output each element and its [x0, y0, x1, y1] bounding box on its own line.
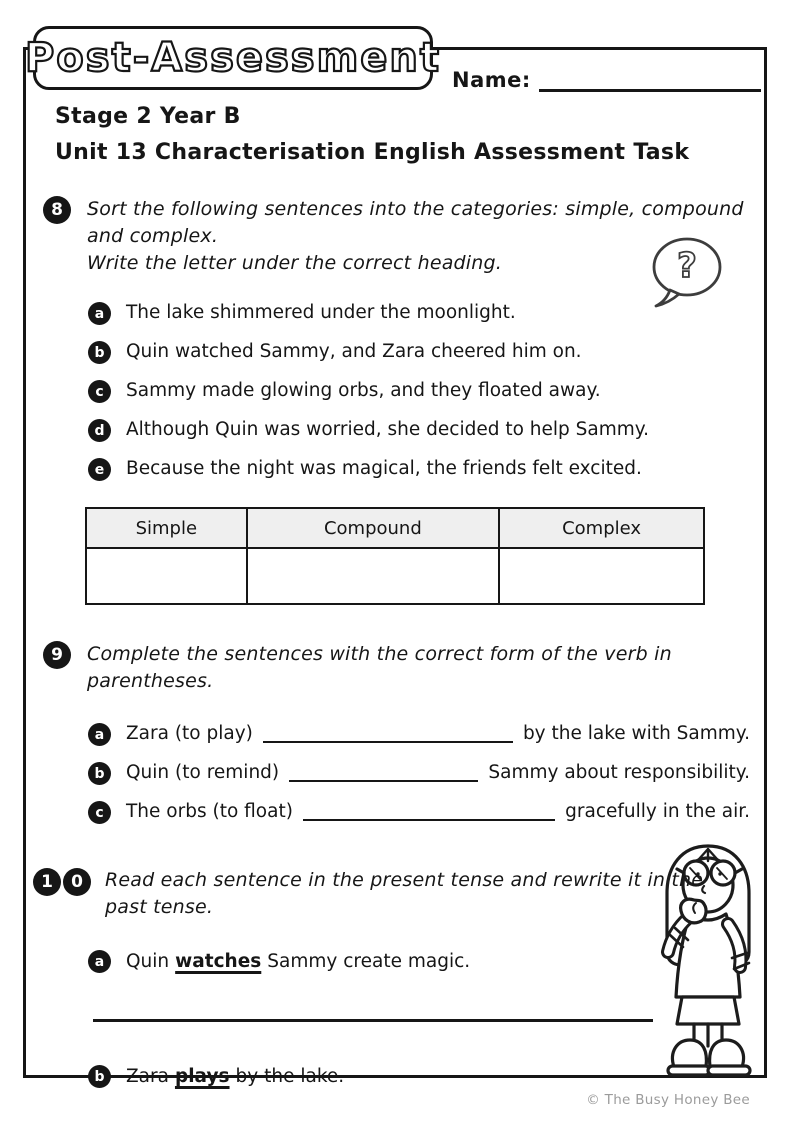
question-9-number-badge: 9 — [43, 641, 71, 669]
page-title: Post-Assessment — [24, 35, 442, 81]
table-answer-cell-simple[interactable] — [86, 548, 247, 604]
name-label: Name: — [452, 68, 531, 92]
name-row — [452, 68, 761, 92]
question-mark-bubble-icon — [646, 236, 726, 314]
list-item — [88, 760, 750, 786]
sentence-text: Although Quin was worried, she decided to help Sammy. — [126, 419, 649, 440]
question-10-header — [33, 867, 750, 921]
answer-blank[interactable] — [289, 764, 478, 782]
table-header-simple: Simple — [86, 508, 247, 548]
rewrite-sentence — [126, 1064, 344, 1090]
list-item — [88, 457, 750, 481]
list-item — [88, 799, 750, 825]
table-answer-cell-complex[interactable] — [499, 548, 704, 604]
list-item — [88, 949, 750, 975]
sentence-start: Zara (to play) — [126, 723, 253, 744]
sentence-end: by the lake. — [235, 1066, 345, 1087]
sentence-end: Sammy about responsibility. — [488, 762, 750, 783]
table-header-complex: Complex — [499, 508, 704, 548]
unit-title: Unit 13 Characterisation English Assessment Task — [55, 140, 690, 165]
list-item — [88, 1064, 750, 1090]
fill-in-sentence — [126, 721, 750, 747]
answer-writing-line[interactable] — [93, 1019, 653, 1022]
sentence-end: by the lake with Sammy. — [522, 723, 750, 744]
sentence-text: Quin watched Sammy, and Zara cheered him on. — [126, 341, 582, 362]
underlined-verb: watches — [175, 951, 262, 972]
table-header-row — [86, 508, 704, 548]
question-9-header — [43, 641, 750, 695]
sentence-text: The lake shimmered under the moonlight. — [126, 302, 516, 323]
stage-title: Stage 2 Year B — [55, 104, 241, 129]
table-answer-row — [86, 548, 704, 604]
sorting-table — [85, 507, 705, 605]
letter-badge: c — [88, 380, 111, 403]
rewrite-sentence — [126, 949, 470, 975]
question-10-instruction: Read each sentence in the present tense and rewrite it in the past tense. — [105, 869, 704, 918]
sentence-end: Sammy create magic. — [267, 951, 471, 972]
list-item — [88, 721, 750, 747]
fill-in-sentence — [126, 760, 750, 786]
letter-badge: a — [88, 950, 111, 973]
instruction-line: Sort the following sentences into the categories: simple, compound and complex. — [87, 198, 744, 247]
answer-blank[interactable] — [303, 803, 555, 821]
letter-badge: b — [88, 762, 111, 785]
digit-badge-1: 1 — [33, 868, 61, 896]
table-answer-cell-compound[interactable] — [247, 548, 500, 604]
letter-badge: d — [88, 419, 111, 442]
sentence-text: Sammy made glowing orbs, and they floated away. — [126, 380, 601, 401]
instruction-line: Write the letter under the correct heading. — [87, 252, 503, 274]
sentence-end: gracefully in the air. — [565, 801, 750, 822]
digit-badge-0: 0 — [63, 868, 91, 896]
question-8-number-badge: 8 — [43, 196, 71, 224]
sentence-start: The orbs (to float) — [126, 801, 293, 822]
question-9-items — [88, 721, 750, 825]
table-header-compound: Compound — [247, 508, 500, 548]
sentence-text: Because the night was magical, the friends felt excited. — [126, 458, 642, 479]
name-input-line[interactable] — [539, 68, 761, 92]
list-item — [88, 418, 750, 442]
underlined-verb: plays — [174, 1066, 230, 1087]
header-box — [24, 26, 442, 90]
question-8-items — [88, 301, 750, 481]
svg-text:?: ? — [677, 246, 697, 286]
question-9-instruction: Complete the sentences with the correct form of the verb in parentheses. — [87, 643, 672, 692]
answer-blank[interactable] — [263, 725, 513, 743]
sentence-start: Quin — [126, 951, 170, 972]
sentence-start: Quin (to remind) — [126, 762, 280, 783]
sentence-start: Zara — [126, 1066, 169, 1087]
question-8-header — [43, 196, 750, 277]
fill-in-sentence — [126, 799, 750, 825]
list-item — [88, 340, 750, 364]
letter-badge: b — [88, 341, 111, 364]
letter-badge: e — [88, 458, 111, 481]
letter-badge: c — [88, 801, 111, 824]
letter-badge: a — [88, 723, 111, 746]
copyright-text: © The Busy Honey Bee — [586, 1092, 750, 1108]
list-item — [88, 379, 750, 403]
letter-badge: b — [88, 1065, 111, 1088]
question-10-number-badges — [33, 868, 91, 896]
letter-badge: a — [88, 302, 111, 325]
